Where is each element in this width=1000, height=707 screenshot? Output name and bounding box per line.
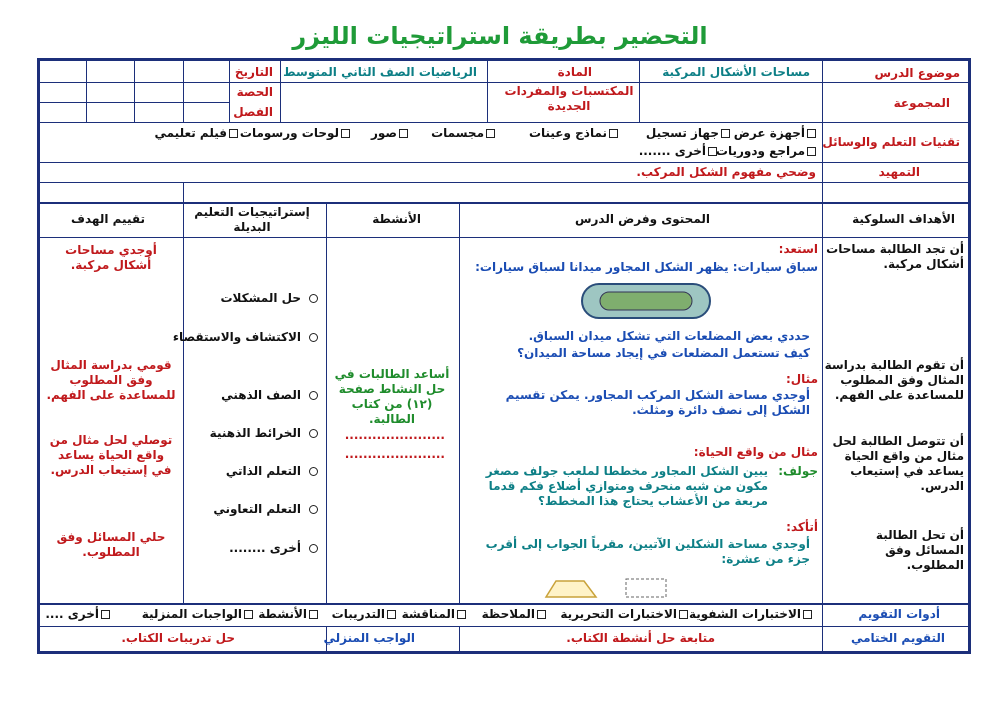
- subject-label: المادة: [557, 65, 592, 79]
- assessment-item: قومي بدراسة المثال وفق المطلوب للمساعدة على الفهم.: [46, 358, 176, 402]
- tool-item[interactable]: أخرى .......: [639, 144, 717, 159]
- activities-dots: ......................: [344, 447, 445, 461]
- check-text: أوجدي مساحة الشكلين الآتيين، مقرباً الجواب إلى أقرب جزء من عشرة:: [485, 537, 810, 566]
- assessment-item: حلي المسائل وفق المطلوب.: [56, 530, 166, 559]
- intro-text: وضحي مفهوم الشكل المركب.: [636, 165, 816, 179]
- content-header: المحتوى وفرض الدرس: [574, 212, 710, 226]
- evaluation-tools-label: أدوات التقويم: [858, 607, 940, 621]
- tools-label: تقنيات التعلم والوسائل: [822, 135, 960, 149]
- assessment-item: أوجدي مساحات أشكال مركبة.: [65, 243, 157, 272]
- tool-item[interactable]: مراجع ودوريات: [716, 144, 816, 159]
- evaluation-tool-item[interactable]: المناقشة: [402, 607, 466, 622]
- objective-item: أن تتوصل الطالبة لحل مثال من واقع الحياة يساعد في إستيعاب الدرس.: [832, 434, 964, 493]
- lesson-topic-label: موضوع الدرس: [874, 66, 960, 80]
- lesson-topic-value: مساحات الأشكال المركبة: [662, 65, 810, 79]
- strategies-header: إستراتيجيات التعليم البديلة: [194, 205, 310, 234]
- group-label: المجموعة: [893, 96, 950, 110]
- subject-value: الرياضيات الصف الثاني المتوسط: [283, 65, 477, 79]
- strategy-item[interactable]: الصف الذهني: [221, 388, 318, 403]
- assessment-header: تقييم الهدف: [71, 212, 145, 226]
- tool-item[interactable]: نماذج وعينات: [529, 126, 618, 141]
- golf-label: جولف:: [778, 464, 818, 478]
- final-eval-label: التقويم الختامي: [850, 631, 945, 645]
- vocab-label: المكتسبات والمفردات الجديدة: [504, 84, 634, 113]
- evaluation-tool-item[interactable]: الاختبارات التحريرية: [560, 607, 688, 622]
- strategy-item[interactable]: أخرى ........: [229, 541, 318, 556]
- objective-item: أن تحل الطالبة المسائل وفق المطلوب.: [875, 528, 964, 572]
- strategy-item[interactable]: الخرائط الذهنية: [210, 426, 318, 441]
- evaluation-tool-item[interactable]: الاختبارات الشفوية: [689, 607, 812, 622]
- ready-question: حددي بعض المضلعات التي تشكل ميدان السباق.: [528, 329, 810, 343]
- strategy-item[interactable]: التعلم الذاتي: [226, 464, 318, 479]
- date-label: التاريخ: [234, 65, 273, 79]
- tool-item[interactable]: صور: [371, 126, 408, 141]
- evaluation-tool-item[interactable]: التدريبات: [332, 607, 396, 622]
- evaluation-tool-item[interactable]: الواجبات المنزلية: [142, 607, 253, 622]
- homework-label: الواجب المنزلي: [323, 631, 415, 645]
- evaluation-tool-item[interactable]: الملاحظة: [482, 607, 546, 622]
- page-title: التحضير بطريقة استراتيجيات الليزر: [292, 22, 708, 50]
- strategy-item[interactable]: حل المشكلات: [220, 291, 318, 306]
- race-track-image: [580, 280, 720, 322]
- golf-text: يبين الشكل المجاور مخططا لملعب جولف مصغر مكون من شبه منحرف ومتوازي أضلاع فكم قدما مربعة من الأعشاب يحتاج هذا المخطط؟: [485, 464, 768, 508]
- check-label: أتأكد:: [786, 520, 818, 534]
- activities-dots: ......................: [344, 428, 445, 442]
- reallife-label: مثال من واقع الحياة:: [693, 445, 818, 459]
- strategy-item[interactable]: الاكتشاف والاستقصاء: [173, 330, 318, 345]
- homework-value: حل تدريبات الكتاب.: [121, 631, 235, 645]
- evaluation-tool-item[interactable]: أخرى ....: [45, 607, 110, 622]
- period-label: الحصة: [236, 85, 273, 99]
- ready-label: استعد:: [778, 242, 818, 256]
- activities-text: أساعد الطالبات في حل النشاط صفحة (١٢) من كتاب الطالبة.: [334, 367, 450, 426]
- ready-text: سباق سيارات: يظهر الشكل المجاور ميدانا لسباق سيارات:: [475, 260, 818, 274]
- example-label: مثال:: [785, 372, 818, 386]
- tool-item[interactable]: أجهزة عرض: [734, 126, 816, 141]
- assessment-item: توصلي لحل مثال من واقع الحياة يساعد في إستيعاب الدرس.: [49, 433, 173, 477]
- exercise-shapes-image: [540, 575, 680, 599]
- tool-item[interactable]: جهاز تسجيل: [646, 126, 730, 141]
- tool-item[interactable]: مجسمات: [431, 126, 495, 141]
- activities-header: الأنشطة: [372, 212, 421, 226]
- class-label: الفصل: [233, 105, 273, 119]
- tool-item[interactable]: فيلم تعليمي: [154, 126, 238, 141]
- tool-item[interactable]: لوحات ورسومات: [240, 126, 350, 141]
- evaluation-tool-item[interactable]: الأنشطة: [258, 607, 318, 622]
- intro-label: التمهيد: [878, 165, 920, 179]
- ready-question: كيف تستعمل المضلعات في إيجاد مساحة الميدان؟: [517, 346, 810, 360]
- strategy-item[interactable]: التعلم التعاوني: [213, 502, 318, 517]
- objective-item: أن تقوم الطالبة بدراسة المثال وفق المطلوب للمساعدة على الفهم.: [824, 358, 964, 402]
- final-eval-value: متابعة حل أنشطة الكتاب.: [566, 631, 715, 645]
- objective-item: أن تجد الطالبة مساحات أشكال مركبة.: [826, 242, 964, 271]
- objectives-header: الأهداف السلوكية: [852, 212, 955, 226]
- example-text: أوجدي مساحة الشكل المركب المجاور. يمكن تقسيم الشكل إلى نصف دائرة ومثلث.: [505, 388, 810, 417]
